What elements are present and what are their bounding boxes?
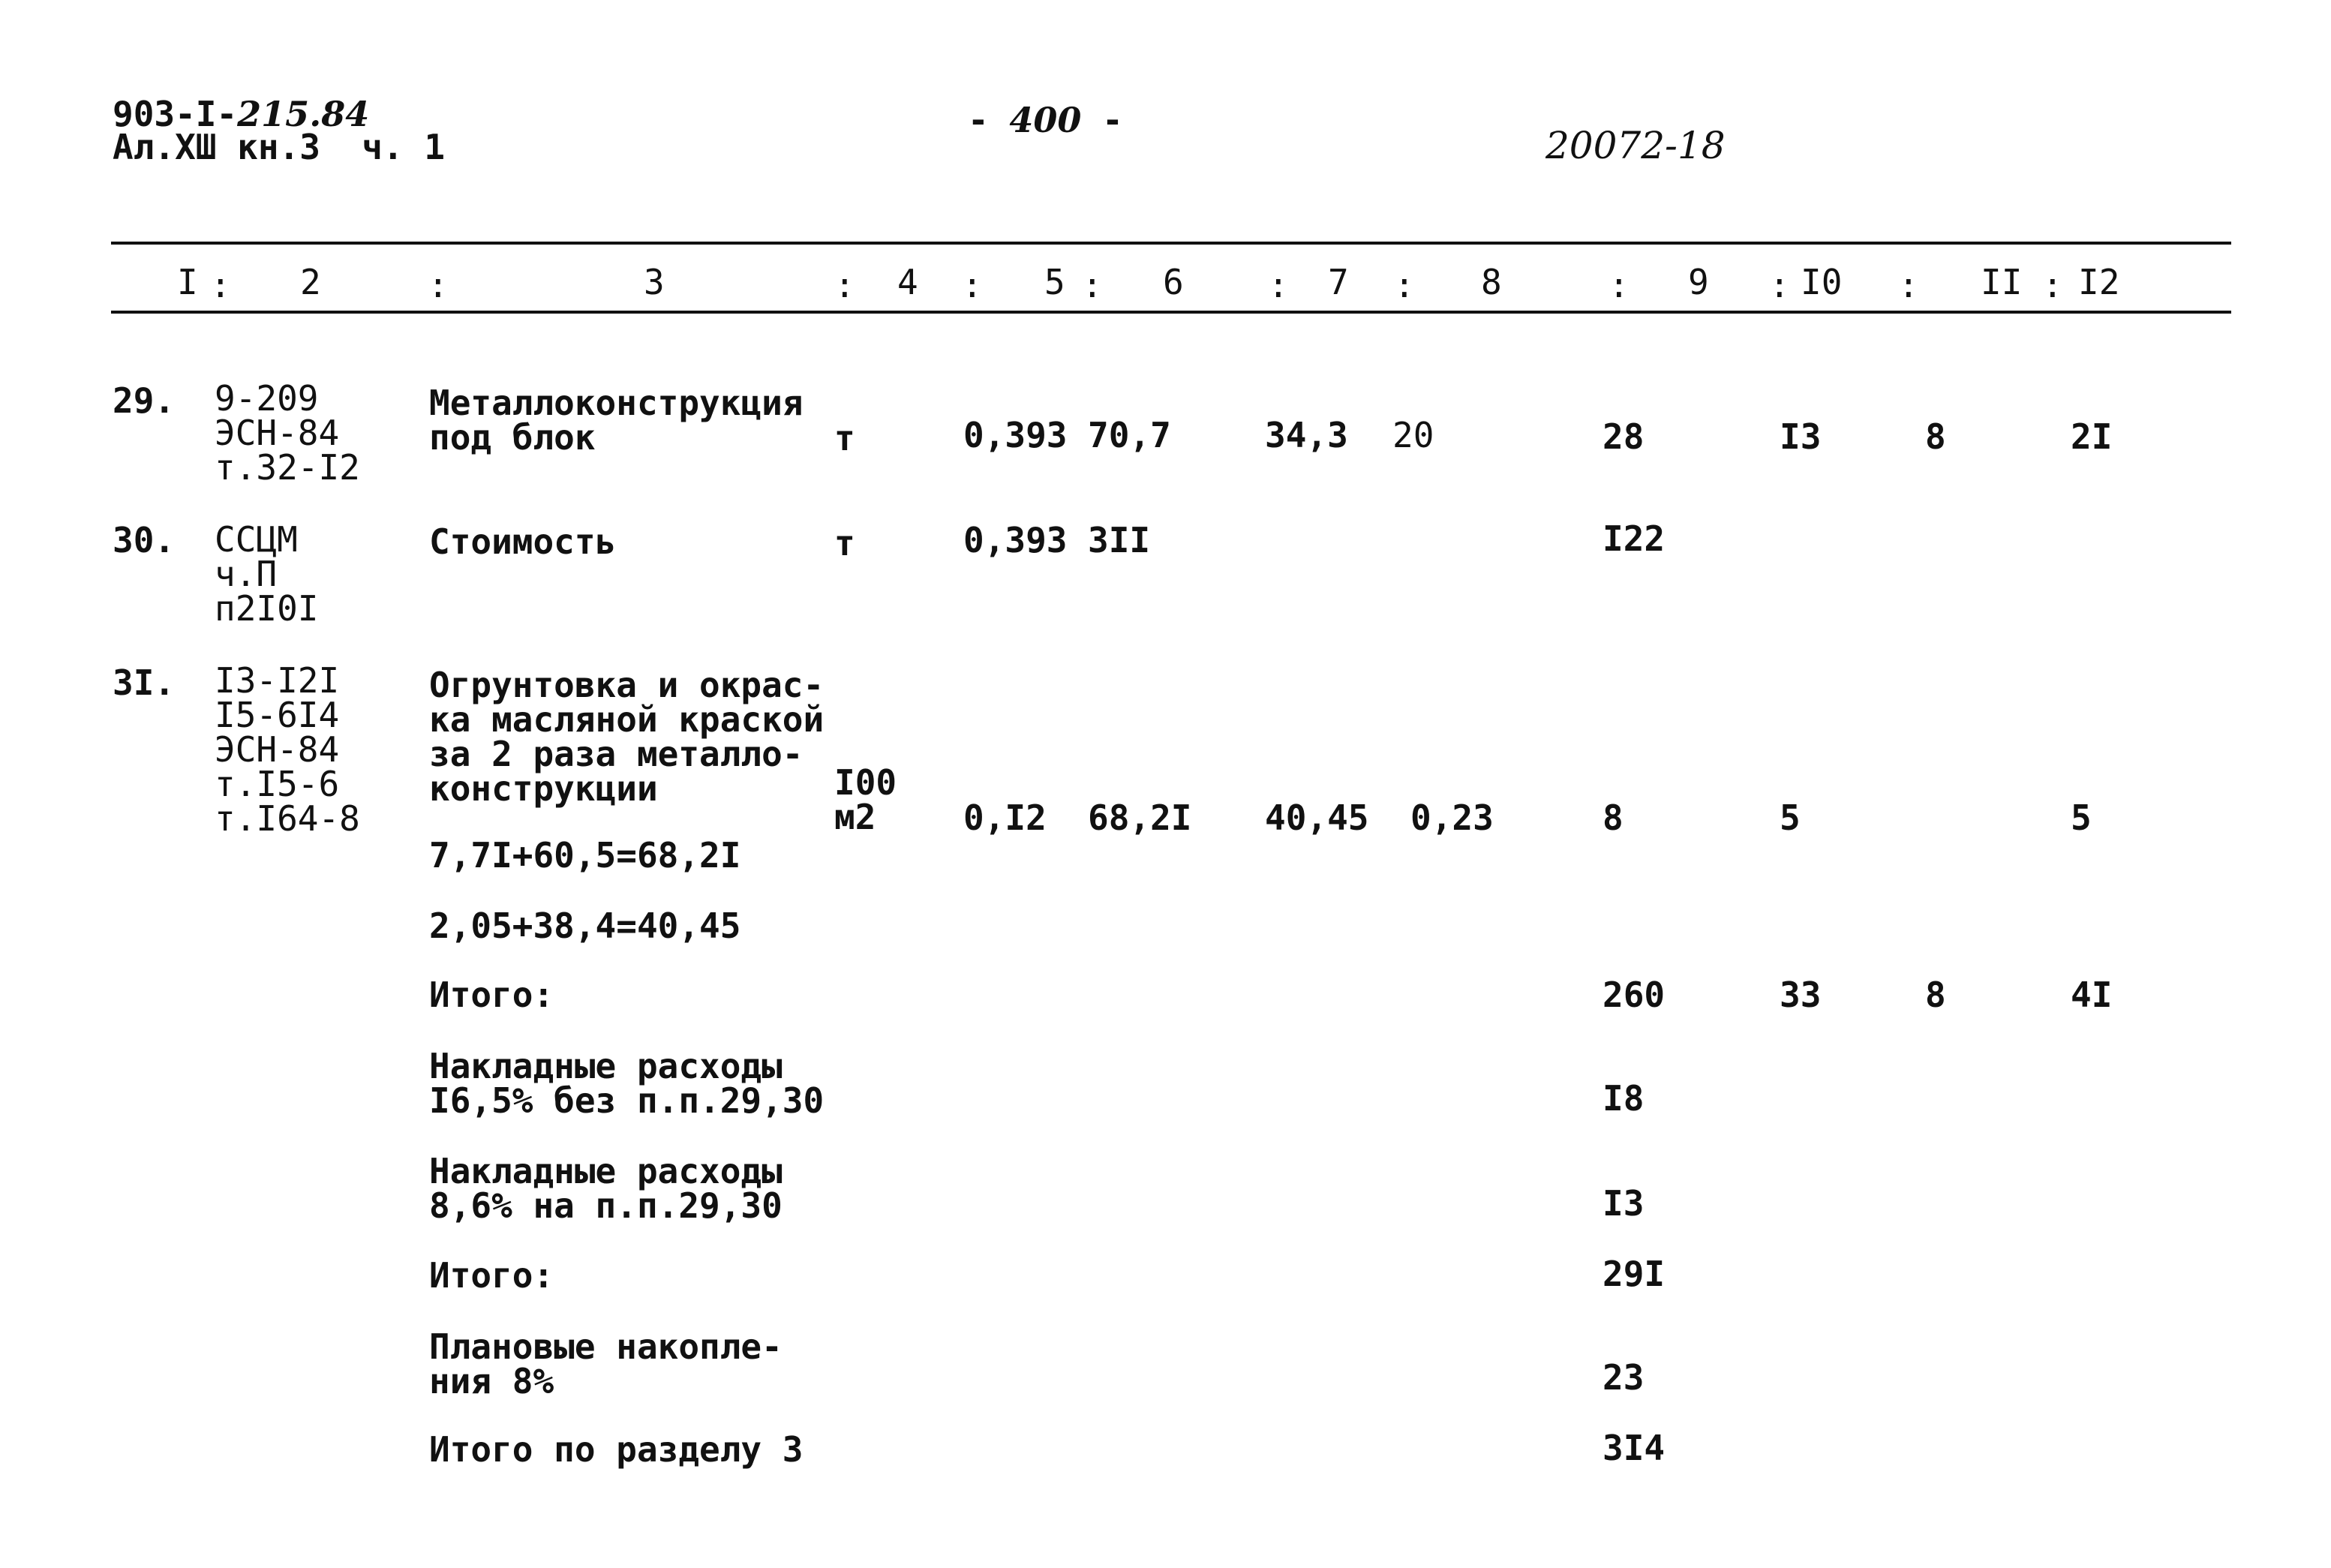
summary-col9: 3I4 xyxy=(1603,1428,1666,1468)
row-col10: I3 xyxy=(1780,416,1822,457)
row-unit: I00 м2 xyxy=(834,762,897,837)
column-header: 7 xyxy=(1328,262,1349,302)
row-description: Металлоконструкция под блок xyxy=(429,383,804,458)
row-description: Огрунтовка и окрас- ка масляной краской за 2 раза металло- конструкции xyxy=(429,665,825,809)
row-calculation: 7,7I+60,5=68,2I xyxy=(429,835,741,876)
summary-label: Итого: xyxy=(429,1255,554,1296)
row-col8: 0,23 xyxy=(1410,798,1494,838)
page-number: - 400 - xyxy=(968,100,1123,140)
column-header: 8 xyxy=(1481,262,1502,302)
row-unit: т xyxy=(834,523,855,563)
column-header: II xyxy=(1981,262,2023,302)
row-col12: 2I xyxy=(2071,416,2113,457)
row-number: 30. xyxy=(113,520,176,560)
row-unit: т xyxy=(834,418,855,458)
row-col12: 5 xyxy=(2071,798,2092,838)
summary-col10: 33 xyxy=(1780,975,1822,1015)
summary-col11: 8 xyxy=(1925,975,1946,1015)
row-quantity: 0,I2 xyxy=(963,798,1047,838)
row-quantity: 0,393 xyxy=(963,415,1068,455)
row-col9: 28 xyxy=(1603,416,1645,457)
row-price: 68,2I xyxy=(1088,798,1192,838)
row-code: ССЦМ ч.П п2I0I xyxy=(215,519,319,629)
column-header: 2 xyxy=(300,262,321,302)
row-col7: 40,45 xyxy=(1265,798,1369,838)
row-col10: 5 xyxy=(1780,798,1801,838)
column-header: I0 xyxy=(1801,262,1843,302)
row-col8: 20 xyxy=(1392,415,1434,455)
column-header: 4 xyxy=(897,262,918,302)
row-number: 29. xyxy=(113,380,176,421)
row-description: Стоимость xyxy=(429,521,617,562)
column-header: 6 xyxy=(1163,262,1184,302)
table-top-rule xyxy=(111,242,2231,245)
document-page: 903-I-215.84 Ал.XШ кн.3 ч. 1 - 400 - 20072-18 I : 2 : 3 : 4 : 5 : 6 : 7 : 8 : 9 : I0 : II : I2 29. 9-209 ЭСН-84 т.32-I2 Металлоконструкция под блок т 0,393 70,7 34,3 20 28 I3 8 2I 30. ССЦМ ч.П п2I0I Стоимость т 0,393 3II I22 3I. I3-I2I I5-6I4 ЭСН-84 т.I5-6 т.I64-8 Огрунтовка и окрас- ка масляной краской за 2 раза металло- конструкции I00 м2 0,I2 68,2I 40,45 0,23 8 5 5 7,7I+60,5=68,2I 2,05+38,4=40,45 Итого: 260 33 8 4I Накладные расходы I6,5% без п.п.29,30 I8 Накладные расходы 8,6% на п.п.29,30 I3 Итого: 29I Плановые накопле- ния 8% 23 Итого по разделу 3 3I4 xyxy=(0,0,2331,1568)
column-header: I xyxy=(177,262,198,302)
summary-label: Итого: xyxy=(429,975,554,1015)
row-quantity: 0,393 xyxy=(963,520,1068,560)
row-col7: 34,3 xyxy=(1265,415,1348,455)
summary-col9: 23 xyxy=(1603,1357,1645,1398)
column-header: 9 xyxy=(1688,262,1709,302)
doc-number: 20072-18 xyxy=(1545,124,1726,167)
summary-label: Плановые накопле- ния 8% xyxy=(429,1326,783,1401)
summary-col9: I8 xyxy=(1603,1078,1645,1119)
row-col9: I22 xyxy=(1603,518,1666,559)
summary-col9: 29I xyxy=(1603,1254,1666,1294)
summary-col12: 4I xyxy=(2071,975,2113,1015)
row-number: 3I. xyxy=(113,662,176,703)
row-price: 70,7 xyxy=(1088,415,1171,455)
row-price: 3II xyxy=(1088,520,1151,560)
summary-label: Накладные расходы I6,5% без п.п.29,30 xyxy=(429,1046,825,1121)
document-code: 903-I-215.84 xyxy=(113,94,370,134)
summary-col9: I3 xyxy=(1603,1183,1645,1224)
summary-label: Итого по разделу 3 xyxy=(429,1429,804,1470)
column-header: I2 xyxy=(2078,262,2120,302)
album-line: Ал.XШ кн.3 ч. 1 xyxy=(113,127,446,167)
column-header: 5 xyxy=(1044,262,1065,302)
row-col11: 8 xyxy=(1925,416,1946,457)
row-code: 9-209 ЭСН-84 т.32-I2 xyxy=(215,378,360,488)
row-code: I3-I2I I5-6I4 ЭСН-84 т.I5-6 т.I64-8 xyxy=(215,660,360,839)
column-header: 3 xyxy=(644,262,665,302)
row-col9: 8 xyxy=(1603,798,1624,838)
row-calculation: 2,05+38,4=40,45 xyxy=(429,906,741,946)
summary-col9: 260 xyxy=(1603,975,1666,1015)
summary-label: Накладные расходы 8,6% на п.п.29,30 xyxy=(429,1151,783,1226)
header-bottom-rule xyxy=(111,311,2231,314)
